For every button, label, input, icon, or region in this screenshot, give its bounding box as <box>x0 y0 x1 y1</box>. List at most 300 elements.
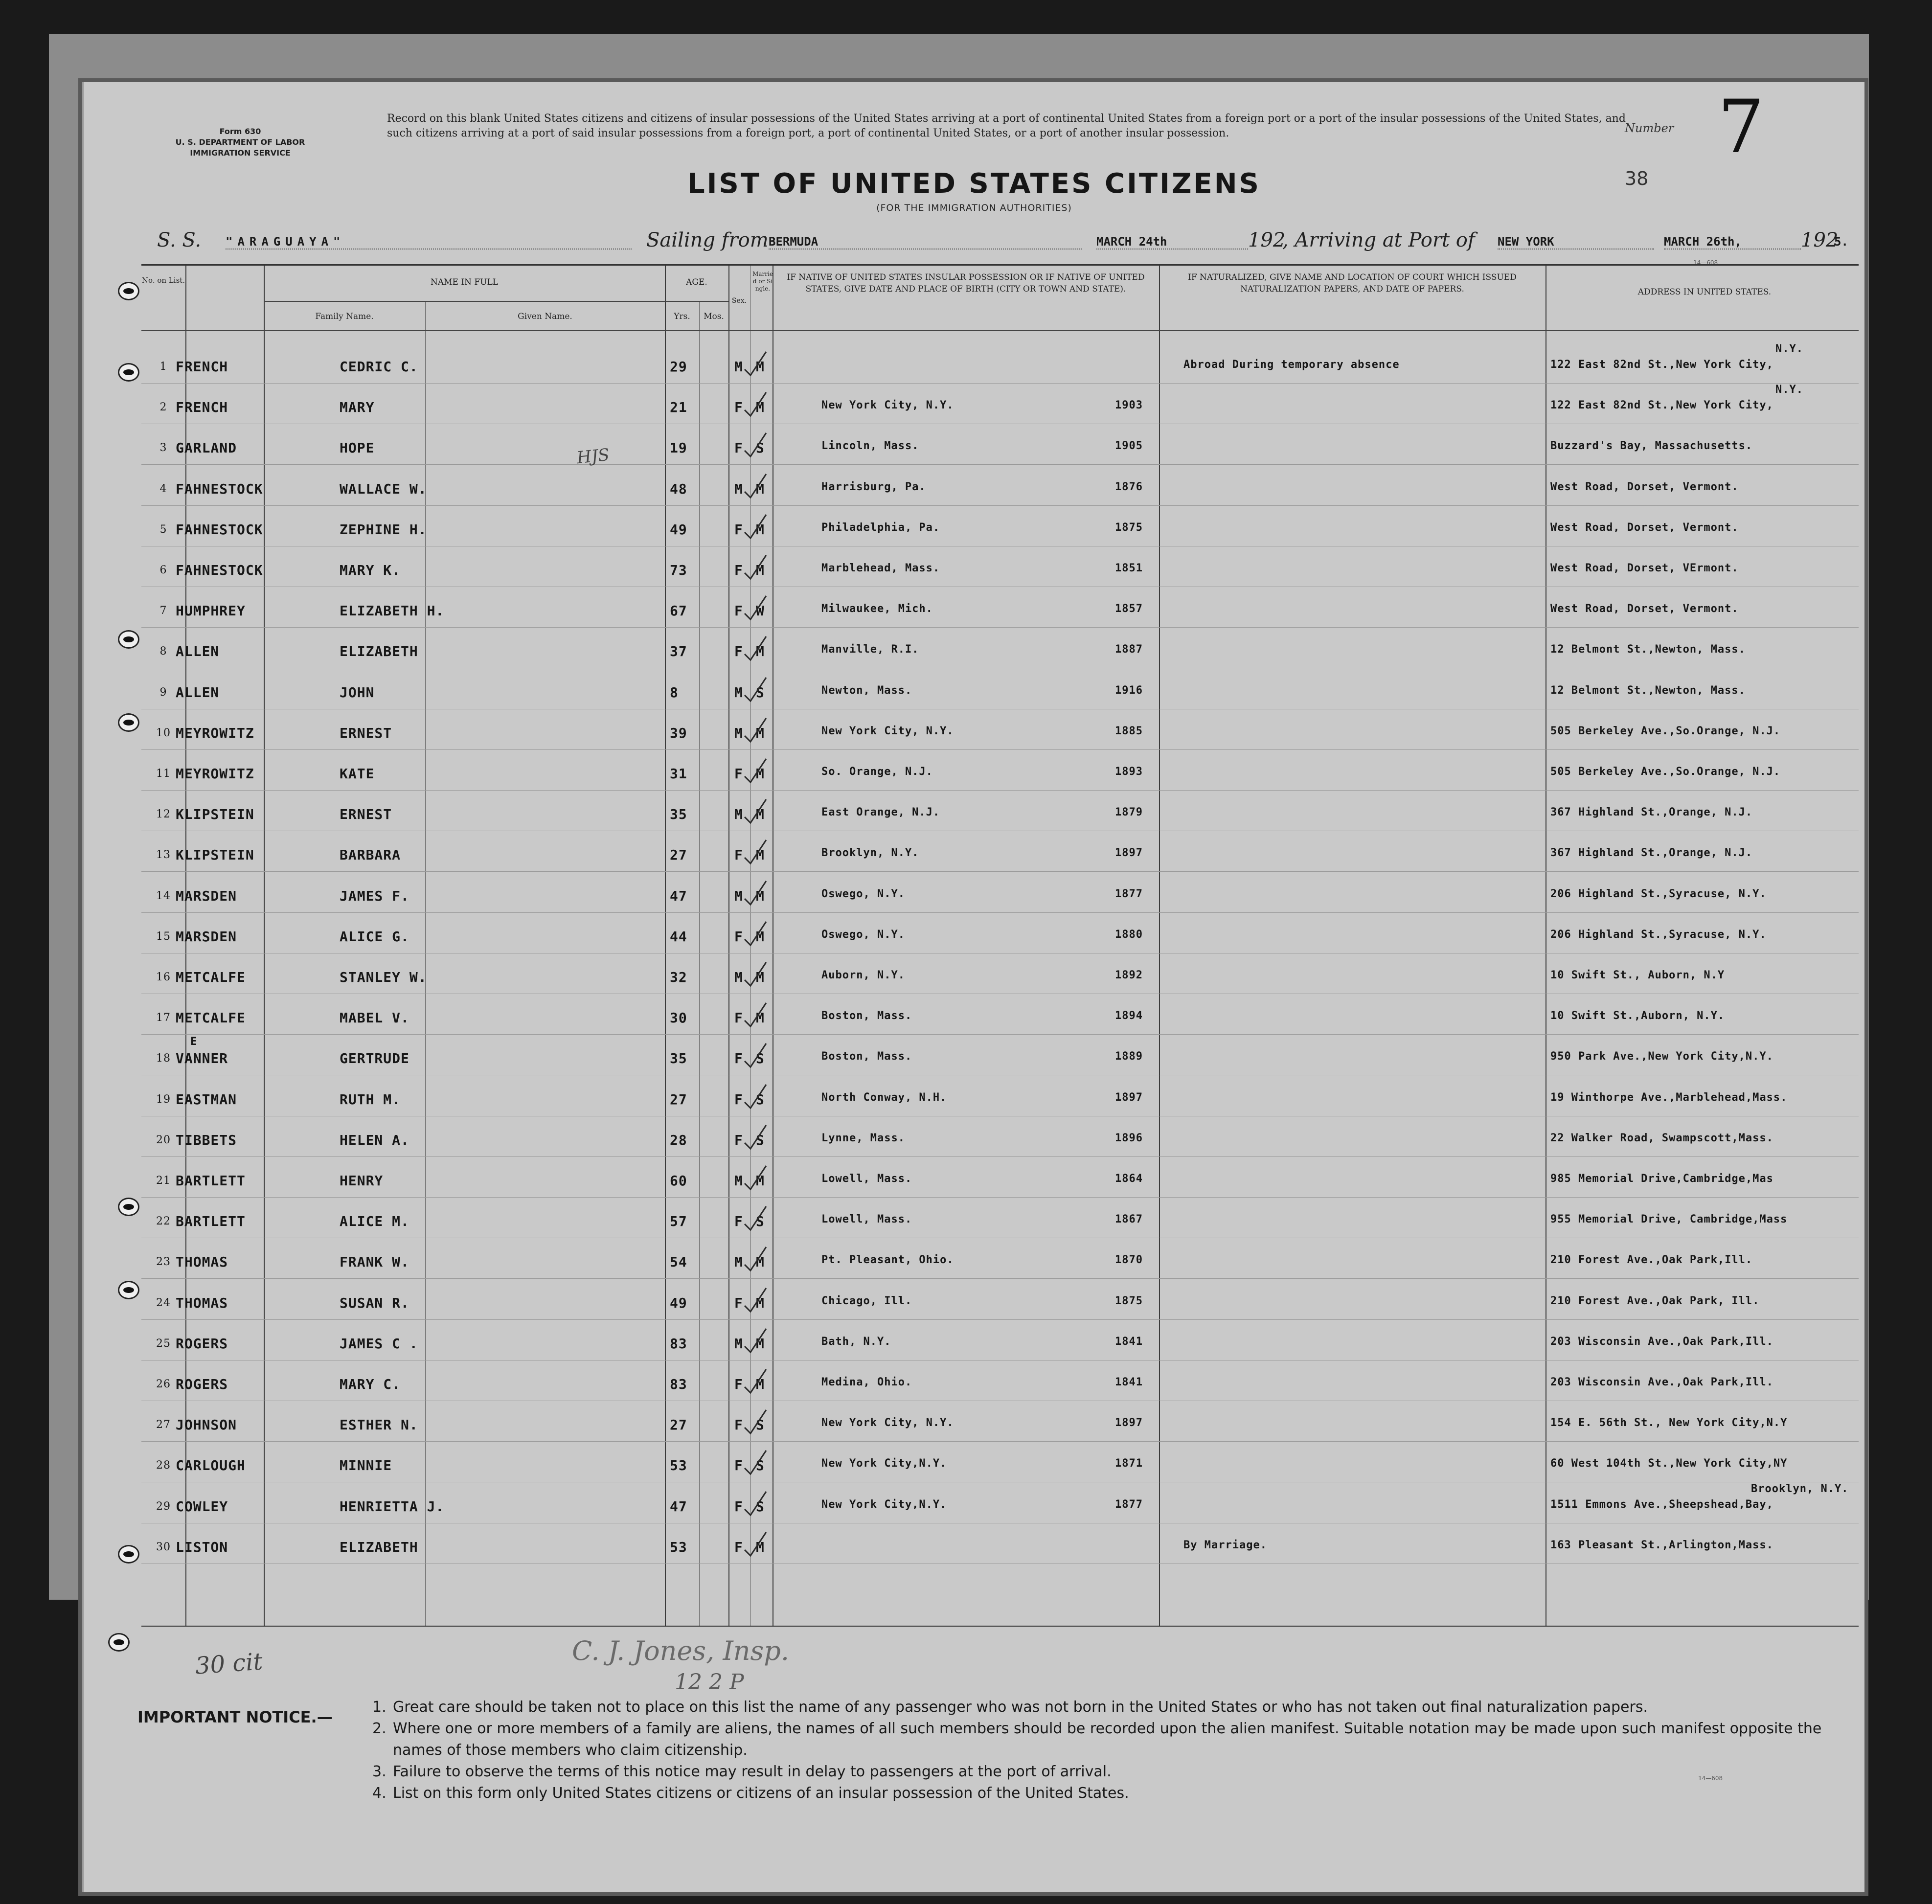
cell-birth-place: Medina, Ohio. <box>821 1376 912 1388</box>
cell-birth-year: 1905 <box>1115 440 1143 453</box>
binding-hole <box>118 282 139 300</box>
cell-address: 505 Berkeley Ave.,So.Orange, N.J. <box>1550 725 1781 737</box>
cell-birth-year: 1841 <box>1115 1376 1143 1388</box>
checkmark-icon <box>741 472 770 501</box>
col-no: No. on List. <box>141 276 185 285</box>
handwritten-initials: HJS <box>576 445 611 468</box>
cell-marital-status: M <box>756 643 765 660</box>
cell-sex: F <box>734 1498 743 1515</box>
cell-birth-year: 1893 <box>1115 766 1143 778</box>
col-mos: Mos. <box>704 312 724 321</box>
cell-given-name: HENRY <box>340 1173 384 1189</box>
cell-marital-status: M <box>756 562 765 578</box>
cell-birth-year: 1896 <box>1115 1132 1143 1144</box>
cell-marital-status: M <box>756 1294 765 1311</box>
cell-age-years: 53 <box>670 1457 687 1474</box>
cell-family-name: JOHNSON <box>176 1417 237 1433</box>
checkmark-icon <box>741 1001 770 1030</box>
cell-birth-year: 1879 <box>1115 806 1143 819</box>
cell-address-top: Brooklyn, N.Y. <box>1751 1482 1849 1495</box>
checkmark-icon <box>741 1083 770 1112</box>
checkmark-icon <box>741 594 770 623</box>
cell-address: 203 Wisconsin Ave.,Oak Park,Ill. <box>1550 1335 1773 1348</box>
cell-family-name: METCALFE <box>176 969 246 985</box>
cell-birth-place: North Conway, N.H. <box>821 1091 947 1104</box>
cell-no: 27 <box>156 1419 171 1431</box>
cell-birth-place: Auborn, N.Y. <box>821 969 905 981</box>
row-divider <box>141 1034 1859 1035</box>
checkmark-icon <box>741 350 770 379</box>
cell-birth-year: 1894 <box>1115 1010 1143 1022</box>
cell-age-years: 48 <box>670 480 687 497</box>
cell-birth-place: Marblehead, Mass. <box>821 562 940 574</box>
cell-marital-status: M <box>756 766 765 782</box>
cell-given-name: ERNEST <box>340 806 392 823</box>
cell-marital-status: M <box>756 847 765 863</box>
cell-birth-place: Brooklyn, N.Y. <box>821 847 919 860</box>
cell-birth-place: Oswego, N.Y. <box>821 928 905 941</box>
cell-marital-status: M <box>756 806 765 823</box>
cell-birth-place: Lincoln, Mass. <box>821 440 919 453</box>
manifest-page <box>82 82 1864 1892</box>
row-divider <box>141 464 1859 465</box>
cell-sex: F <box>734 521 743 538</box>
cell-age-years: 83 <box>670 1376 687 1392</box>
voyage-line <box>157 229 1860 258</box>
cell-marital-status: M <box>756 399 765 416</box>
cell-given-name: BARBARA <box>340 847 401 863</box>
cell-no: 16 <box>156 971 171 983</box>
cell-address: West Road, Dorset, VErmont. <box>1550 562 1739 574</box>
cell-given-name: ALICE G. <box>340 928 409 945</box>
cell-family-name: ALLEN <box>176 684 220 701</box>
cell-marital-status: S <box>756 1417 765 1433</box>
arrival-date: MARCH 26th, <box>1664 235 1801 249</box>
cell-family-name: MARSDEN <box>176 928 237 945</box>
cell-no: 25 <box>156 1337 171 1350</box>
cell-birth-year: 1897 <box>1115 847 1143 860</box>
cell-sex: F <box>734 562 743 578</box>
cell-family-name: GARLAND <box>176 440 237 456</box>
row-divider <box>141 1278 1859 1279</box>
cell-family-name: COWLEY <box>176 1498 228 1515</box>
cell-given-name: ERNEST <box>340 725 392 741</box>
form-code: 14—608 <box>1693 259 1718 266</box>
cell-age-years: 39 <box>670 725 687 741</box>
cell-sex: M <box>734 480 743 497</box>
cell-birth-place: Milwaukee, Mich. <box>821 603 933 615</box>
cell-age-years: 57 <box>670 1213 687 1230</box>
col-age: AGE. <box>686 277 707 287</box>
cell-marital-status: S <box>756 684 765 701</box>
cell-given-name: RUTH M. <box>340 1091 401 1108</box>
cell-family-name: HUMPHREY <box>176 603 246 619</box>
col-family-name: Family Name. <box>315 312 374 321</box>
cell-age-years: 8 <box>670 684 679 701</box>
cell-no: 19 <box>156 1093 171 1106</box>
page-subtitle: (FOR THE IMMIGRATION AUTHORITIES) <box>876 203 1072 213</box>
inspector-signature: C. J. Jones, Insp. <box>572 1635 789 1666</box>
cell-no: 21 <box>156 1175 171 1187</box>
cell-family-name: FAHNESTOCK <box>176 562 263 578</box>
cell-birth-year: 1870 <box>1115 1254 1143 1267</box>
cell-address-top: N.Y. <box>1775 384 1803 396</box>
cell-age-years: 73 <box>670 562 687 578</box>
cell-address: 210 Forest Ave.,Oak Park,Ill. <box>1550 1254 1753 1267</box>
cell-birth-place: Lowell, Mass. <box>821 1173 912 1185</box>
cell-given-name: MINNIE <box>340 1457 392 1474</box>
notice-item-3: 3. Failure to observe the terms of this notice may result in delay to passengers at the port of arrival. <box>372 1763 1112 1780</box>
binding-hole <box>118 363 139 382</box>
cell-no: 22 <box>156 1215 171 1228</box>
cell-given-name: ESTHER N. <box>340 1417 418 1433</box>
cell-age-years: 53 <box>670 1539 687 1555</box>
cell-age-years: 49 <box>670 1294 687 1311</box>
cell-marital-status: M <box>756 521 765 538</box>
inspector-subnote: 12 2 P <box>675 1670 744 1695</box>
cell-family-name: BARTLETT <box>176 1173 246 1189</box>
page-title: LIST OF UNITED STATES CITIZENS <box>687 168 1261 200</box>
cell-given-name: ZEPHINE H. <box>340 521 427 538</box>
col-birth: IF NATIVE OF UNITED STATES INSULAR POSSESSION OR IF NATIVE OF UNITED STATES, GIVE DATE AND PLACE OF BIRTH (CITY OR TOWN AND STATE). <box>787 272 1145 294</box>
cell-age-years: 47 <box>670 1498 687 1515</box>
cell-age-years: 28 <box>670 1132 687 1148</box>
cell-family-name: ROGERS <box>176 1335 228 1352</box>
cell-given-name: MARY K. <box>340 562 401 578</box>
binding-hole <box>118 1281 139 1299</box>
cell-birth-place: Lowell, Mass. <box>821 1213 912 1226</box>
cell-birth-place: Bath, N.Y. <box>821 1335 891 1348</box>
cell-marital-status: M <box>756 928 765 945</box>
notice-code: 14—608 <box>1698 1775 1723 1782</box>
cell-address: 12 Belmont St.,Newton, Mass. <box>1550 643 1746 656</box>
cell-marital-status: M <box>756 1173 765 1189</box>
cell-sex: F <box>734 1539 743 1555</box>
cell-birth-place: New York City, N.Y. <box>821 399 954 412</box>
cell-address: 203 Wisconsin Ave.,Oak Park,Ill. <box>1550 1376 1773 1388</box>
cell-given-name: CEDRIC C. <box>340 359 418 375</box>
arriving-label: , Arriving at Port of <box>1282 229 1475 251</box>
cell-birth-place: Newton, Mass. <box>821 684 912 697</box>
cell-sex: F <box>734 847 743 863</box>
cell-sex: F <box>734 1376 743 1392</box>
cell-marital-status: M <box>756 1376 765 1392</box>
cell-birth-place: Manville, R.I. <box>821 643 919 656</box>
cell-family-name: MARSDEN <box>176 887 237 904</box>
cell-sex: F <box>734 1417 743 1433</box>
checkmark-icon <box>741 1490 770 1519</box>
cell-address: West Road, Dorset, Vermont. <box>1550 521 1739 534</box>
cell-no: 14 <box>156 889 171 902</box>
cell-age-years: 31 <box>670 766 687 782</box>
cell-birth-place: New York City,N.Y. <box>821 1457 947 1470</box>
cell-no: 17 <box>156 1012 171 1024</box>
checkmark-icon <box>741 797 770 827</box>
checkmark-icon <box>741 676 770 705</box>
cell-family-name: KLIPSTEIN <box>176 847 254 863</box>
ship-name: "ARAGUAYA" <box>226 235 632 249</box>
checkmark-icon <box>741 1286 770 1315</box>
cell-no: 8 <box>159 645 167 658</box>
arrival-year-suffix: 5. <box>1834 235 1848 249</box>
cell-given-name: ELIZABETH <box>340 643 418 660</box>
row-divider <box>141 383 1859 384</box>
cell-no: 7 <box>159 605 167 617</box>
cell-family-name: BARTLETT <box>176 1213 246 1230</box>
cell-family-name: METCALFE <box>176 1010 246 1026</box>
col-given-name: Given Name. <box>518 312 572 321</box>
cell-address: 122 East 82nd St.,New York City, <box>1550 399 1773 412</box>
cell-family-name: LISTON <box>176 1539 228 1555</box>
cell-no: 6 <box>159 564 167 576</box>
ss-label: S. S. <box>157 229 202 251</box>
binding-hole <box>118 1545 139 1564</box>
cell-marital-status: M <box>756 480 765 497</box>
cell-marital-status: M <box>756 1539 765 1555</box>
cell-sex: F <box>734 1132 743 1148</box>
cell-birth-year: 1875 <box>1115 521 1143 534</box>
cell-sex: M <box>734 1254 743 1270</box>
cell-birth-year: 1867 <box>1115 1213 1143 1226</box>
cell-age-years: 27 <box>670 1417 687 1433</box>
cell-no: 29 <box>156 1500 171 1513</box>
checkmark-icon <box>741 390 770 420</box>
cell-address: 10 Swift St.,Auborn, N.Y. <box>1550 1010 1725 1022</box>
col-name-in-full: NAME IN FULL <box>430 277 499 287</box>
cell-birth-place: Philadelphia, Pa. <box>821 521 940 534</box>
cell-address: 206 Highland St.,Syracuse, N.Y. <box>1550 928 1767 941</box>
col-sex: Sex. <box>731 297 747 305</box>
cell-no: 11 <box>156 768 171 780</box>
cell-given-name: HELEN A. <box>340 1132 409 1148</box>
cell-family-name: FAHNESTOCK <box>176 521 263 538</box>
cell-sex: F <box>734 399 743 416</box>
cell-given-name: GERTRUDE <box>340 1050 409 1067</box>
cell-marital-status: S <box>756 440 765 456</box>
cell-no: 10 <box>156 726 171 739</box>
cell-no: 13 <box>156 849 171 861</box>
cell-sex: F <box>734 643 743 660</box>
cell-birth-place: Lynne, Mass. <box>821 1132 905 1144</box>
cell-address: 22 Walker Road, Swampscott,Mass. <box>1550 1132 1773 1144</box>
cell-address-top: N.Y. <box>1775 343 1803 355</box>
cell-birth-year: 1857 <box>1115 603 1143 615</box>
cell-sex: F <box>734 440 743 456</box>
cell-marital-status: M <box>756 725 765 741</box>
checkmark-icon <box>741 960 770 990</box>
cell-marital-status: M <box>756 1010 765 1026</box>
cell-birth-year: 1876 <box>1115 480 1143 493</box>
cell-birth-year: 1841 <box>1115 1335 1143 1348</box>
cell-marital-status: M <box>756 1335 765 1352</box>
row-divider <box>141 1197 1859 1198</box>
checkmark-icon <box>741 838 770 867</box>
cell-given-name: SUSAN R. <box>340 1294 409 1311</box>
notice-item-1: 1. Great care should be taken not to place on this list the name of any passenger who was not born in the United States or who has not taken out final naturalization papers. <box>372 1699 1648 1716</box>
cell-given-name: JOHN <box>340 684 375 701</box>
page-number: 38 <box>1625 168 1649 189</box>
cell-family-name: THOMAS <box>176 1254 228 1270</box>
col-yrs: Yrs. <box>674 312 690 321</box>
cell-given-name: STANLEY W. <box>340 969 427 985</box>
cell-family-name: FRENCH <box>176 399 228 416</box>
correction-mark: E <box>190 1036 198 1048</box>
checkmark-icon <box>741 1449 770 1478</box>
cell-sex: F <box>734 766 743 782</box>
cell-address: 1511 Emmons Ave.,Sheepshead,Bay, <box>1550 1498 1773 1511</box>
cell-marital-status: M <box>756 887 765 904</box>
cell-address: 210 Forest Ave.,Oak Park, Ill. <box>1550 1294 1760 1307</box>
cell-age-years: 54 <box>670 1254 687 1270</box>
cell-age-years: 30 <box>670 1010 687 1026</box>
cell-given-name: MARY <box>340 399 375 416</box>
cell-birth-year: 1885 <box>1115 725 1143 737</box>
cell-no: 24 <box>156 1296 171 1309</box>
cell-age-years: 67 <box>670 603 687 619</box>
arrival-year: 192 <box>1801 229 1839 251</box>
cell-birth-year: 1892 <box>1115 969 1143 981</box>
row-divider <box>141 912 1859 913</box>
sail-year: 192 <box>1248 229 1286 251</box>
form-identifier <box>162 126 318 159</box>
cell-age-years: 47 <box>670 887 687 904</box>
cell-sex: F <box>734 1294 743 1311</box>
row-divider <box>141 749 1859 750</box>
cell-birth-year: 1864 <box>1115 1173 1143 1185</box>
checkmark-icon <box>741 1123 770 1153</box>
cell-age-years: 49 <box>670 521 687 538</box>
cell-age-years: 44 <box>670 928 687 945</box>
cell-sex: F <box>734 603 743 619</box>
cell-no: 15 <box>156 930 171 943</box>
cell-given-name: HOPE <box>340 440 375 456</box>
cell-family-name: FAHNESTOCK <box>176 480 263 497</box>
cell-no: 28 <box>156 1459 171 1472</box>
checkmark-icon <box>741 1327 770 1356</box>
cell-naturalization: By Marriage. <box>1183 1539 1267 1551</box>
cell-age-years: 21 <box>670 399 687 416</box>
cell-marital-status: M <box>756 1254 765 1270</box>
checkmark-icon <box>741 879 770 908</box>
checkmark-icon <box>741 1164 770 1193</box>
col-address: ADDRESS IN UNITED STATES. <box>1637 287 1772 297</box>
cell-no: 12 <box>156 808 171 821</box>
checkmark-icon <box>741 513 770 542</box>
cell-address: 367 Highland St.,Orange, N.J. <box>1550 806 1753 819</box>
cell-age-years: 60 <box>670 1173 687 1189</box>
cell-family-name: FRENCH <box>176 359 228 375</box>
row-divider <box>141 505 1859 506</box>
cell-address: West Road, Dorset, Vermont. <box>1550 480 1739 493</box>
cell-birth-year: 1875 <box>1115 1294 1143 1307</box>
checkmark-icon <box>741 1408 770 1437</box>
form-number: Form 630 <box>219 127 261 136</box>
number-label: Number <box>1625 121 1674 135</box>
cell-marital-status: W <box>756 603 765 619</box>
cell-marital-status: S <box>756 1213 765 1230</box>
cell-sex: M <box>734 1335 743 1352</box>
cell-birth-year: 1889 <box>1115 1050 1143 1063</box>
cell-address: 367 Highland St.,Orange, N.J. <box>1550 847 1753 860</box>
cell-sex: M <box>734 684 743 701</box>
cell-sex: F <box>734 1457 743 1474</box>
cell-birth-year: 1897 <box>1115 1091 1143 1104</box>
cell-birth-place: So. Orange, N.J. <box>821 766 933 778</box>
col-naturalized: IF NATURALIZED, GIVE NAME AND LOCATION OF COURT WHICH ISSUED NATURALIZATION PAPERS, AND DATE OF PAPERS. <box>1188 272 1517 294</box>
row-divider <box>141 871 1859 872</box>
cell-birth-place: New York City, N.Y. <box>821 1417 954 1429</box>
cell-address: Buzzard's Bay, Massachusetts. <box>1550 440 1753 453</box>
cell-address: 19 Winthorpe Ave.,Marblehead,Mass. <box>1550 1091 1788 1104</box>
row-divider <box>141 1156 1859 1157</box>
cell-age-years: 27 <box>670 847 687 863</box>
cell-given-name: FRANK W. <box>340 1254 409 1270</box>
cell-birth-year: 1877 <box>1115 887 1143 900</box>
cell-address: 122 East 82nd St.,New York City, <box>1550 359 1773 371</box>
cell-family-name: TIBBETS <box>176 1132 237 1148</box>
cell-sex: M <box>734 969 743 985</box>
cell-birth-year: 1877 <box>1115 1498 1143 1511</box>
cell-given-name: JAMES C . <box>340 1335 418 1352</box>
notice-item-2: 2. Where one or more members of a family are aliens, the names of all such members should be recorded upon the alien manifest. Suitable notation may be made upon such manifest opposite the names of those members who claim citizenship. <box>372 1720 1822 1759</box>
cell-marital-status: S <box>756 1498 765 1515</box>
cell-birth-place: Chicago, Ill. <box>821 1294 912 1307</box>
cell-birth-year: 1916 <box>1115 684 1143 697</box>
cell-marital-status: M <box>756 359 765 375</box>
cell-birth-year: 1871 <box>1115 1457 1143 1470</box>
cell-address: 12 Belmont St.,Newton, Mass. <box>1550 684 1746 697</box>
sailing-label: Sailing from <box>646 229 769 251</box>
cell-family-name: KLIPSTEIN <box>176 806 254 823</box>
cell-address: 950 Park Ave.,New York City,N.Y. <box>1550 1050 1773 1063</box>
cell-marital-status: S <box>756 1132 765 1148</box>
cell-address: 206 Highland St.,Syracuse, N.Y. <box>1550 887 1767 900</box>
cell-marital-status: S <box>756 1457 765 1474</box>
cell-sex: F <box>734 1213 743 1230</box>
cell-address: 10 Swift St., Auborn, N.Y <box>1550 969 1725 981</box>
cell-age-years: 19 <box>670 440 687 456</box>
cell-sex: F <box>734 1091 743 1108</box>
cell-age-years: 27 <box>670 1091 687 1108</box>
cell-address: 60 West 104th St.,New York City,NY <box>1550 1457 1788 1470</box>
cell-age-years: 37 <box>670 643 687 660</box>
notice-label: IMPORTANT NOTICE.— <box>137 1708 333 1726</box>
cell-birth-place: Harrisburg, Pa. <box>821 480 926 493</box>
cell-no: 4 <box>159 482 167 495</box>
cell-sex: F <box>734 1050 743 1067</box>
cell-birth-year: 1897 <box>1115 1417 1143 1429</box>
cell-birth-year: 1880 <box>1115 928 1143 941</box>
checkmark-icon <box>741 431 770 460</box>
cell-no: 2 <box>159 401 167 414</box>
cell-birth-place: East Orange, N.J. <box>821 806 940 819</box>
checkmark-icon <box>741 1530 770 1560</box>
cell-address: 955 Memorial Drive, Cambridge,Mass <box>1550 1213 1788 1226</box>
cell-no: 3 <box>159 442 167 454</box>
cell-marital-status: S <box>756 1050 765 1067</box>
cell-birth-place: New York City, N.Y. <box>821 725 954 737</box>
col-married: Married or Single. <box>752 271 773 292</box>
row-divider <box>141 790 1859 791</box>
cell-family-name: MEYROWITZ <box>176 725 254 741</box>
binding-hole <box>118 713 139 732</box>
cell-age-years: 83 <box>670 1335 687 1352</box>
checkmark-icon <box>741 716 770 746</box>
cell-birth-year: 1903 <box>1115 399 1143 412</box>
handwritten-count: 30 cit <box>194 1648 264 1680</box>
cell-given-name: MABEL V. <box>340 1010 409 1026</box>
cell-given-name: ELIZABETH H. <box>340 603 445 619</box>
